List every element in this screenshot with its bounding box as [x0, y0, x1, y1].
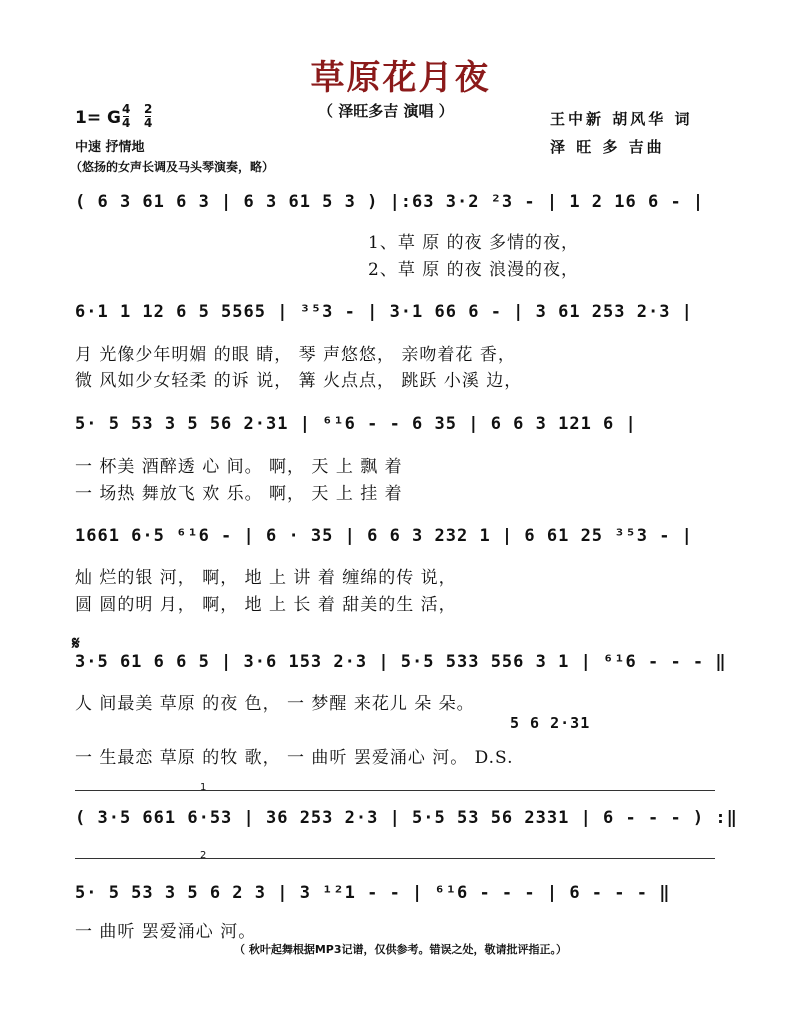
lyric-line-5-verse-1: 人 间最美 草原 的夜 色， 一 梦醒 来花儿 朵 朵。: [75, 694, 475, 714]
intro-note: （悠扬的女声长调及马头琴演奏，略）: [70, 160, 275, 174]
volta-bracket-2: [75, 858, 715, 859]
lyric-line-2-verse-2: 微 风如少女轻柔 的诉 说， 篝 火点点， 跳跃 小溪 边，: [75, 371, 523, 391]
score-line-7: 5· 5 53 3 5 6 2 3 | 3 ¹²1 - - | ⁶¹6 - - - | 6 - - - ‖: [75, 883, 671, 903]
score-line-4: 1661 6·5 ⁶¹6 - | 6 · 35 | 6 6 3 232 1 | 6 61 25 ³⁵3 - |: [75, 526, 693, 546]
lyric-line-4-verse-1: 灿 烂的银 河， 啊， 地 上 讲 着 缠绵的传 说，: [75, 568, 457, 588]
key-signature: 1= G: [75, 108, 121, 128]
volta-bracket-1: [75, 790, 715, 791]
lyric-line-2-verse-1: 月 光像少年明媚 的眼 睛， 琴 声悠悠， 亲吻着花 香，: [75, 345, 516, 365]
lyric-line-3-verse-2: 一 场热 舞放飞 欢 乐。 啊， 天 上 挂 着: [75, 484, 403, 504]
composer-credit: 泽 旺 多 吉曲: [550, 138, 665, 156]
tempo-marking: 中速 抒情地: [75, 140, 145, 155]
performer-subtitle: （ 泽旺多吉 演唱 ）: [318, 102, 454, 120]
lyric-line-1-verse-2: 2、草 原 的夜 浪漫的夜，: [368, 260, 580, 280]
lyric-line-5-verse-2: 一 生最恋 草原 的牧 歌， 一 曲听 罢爱涌心 河。 D.S.: [75, 748, 514, 768]
score-line-2: 6·1 1 12 6 5 5565 | ³⁵3 - | 3·1 66 6 - | 3 61 253 2·3 |: [75, 302, 693, 322]
segno-sign: 𝄋: [72, 633, 80, 654]
lyricist-credit: 王中新 胡风华 词: [550, 110, 693, 128]
lyric-line-7: 一 曲听 罢爱涌心 河。: [75, 922, 257, 942]
score-line-5: 3·5 61 6 6 5 | 3·6 153 2·3 | 5·5 533 556 3 1 | ⁶¹6 - - - ‖: [75, 652, 727, 672]
page-title: 草原花月夜: [310, 58, 491, 98]
lyric-line-4-verse-2: 圆 圆的明 月， 啊， 地 上 长 着 甜美的生 活，: [75, 595, 457, 615]
time-signature-4-4: 4 4: [122, 102, 131, 130]
score-line-3: 5· 5 53 3 5 56 2·31 | ⁶¹6 - - 6 35 | 6 6 3 121 6 |: [75, 414, 637, 434]
lyric-line-3-verse-1: 一 杯美 酒醉透 心 间。 啊， 天 上 飘 着: [75, 457, 403, 477]
lyric-line-1-verse-1: 1、草 原 的夜 多情的夜，: [368, 233, 580, 253]
transcription-footnote: （ 秋叶起舞根据MP3记谱，仅供参考。错误之处，敬请批评指正。）: [234, 943, 567, 956]
time-signature-2-4: 2 4: [144, 102, 153, 130]
score-line-1: ( 6 3 61 6 3 | 6 3 61 5 3 ) |:63 3·2 ²3 - | 1 2 16 6 - |: [75, 192, 705, 212]
volta-label-1: 1: [200, 782, 207, 793]
volta-label-2: 2: [200, 850, 207, 861]
score-line-6: ( 3·5 661 6·53 | 36 253 2·3 | 5·5 53 56 2331 | 6 - - - ) :‖: [75, 808, 738, 828]
alternate-notation: 5 6 2·31: [510, 714, 591, 732]
